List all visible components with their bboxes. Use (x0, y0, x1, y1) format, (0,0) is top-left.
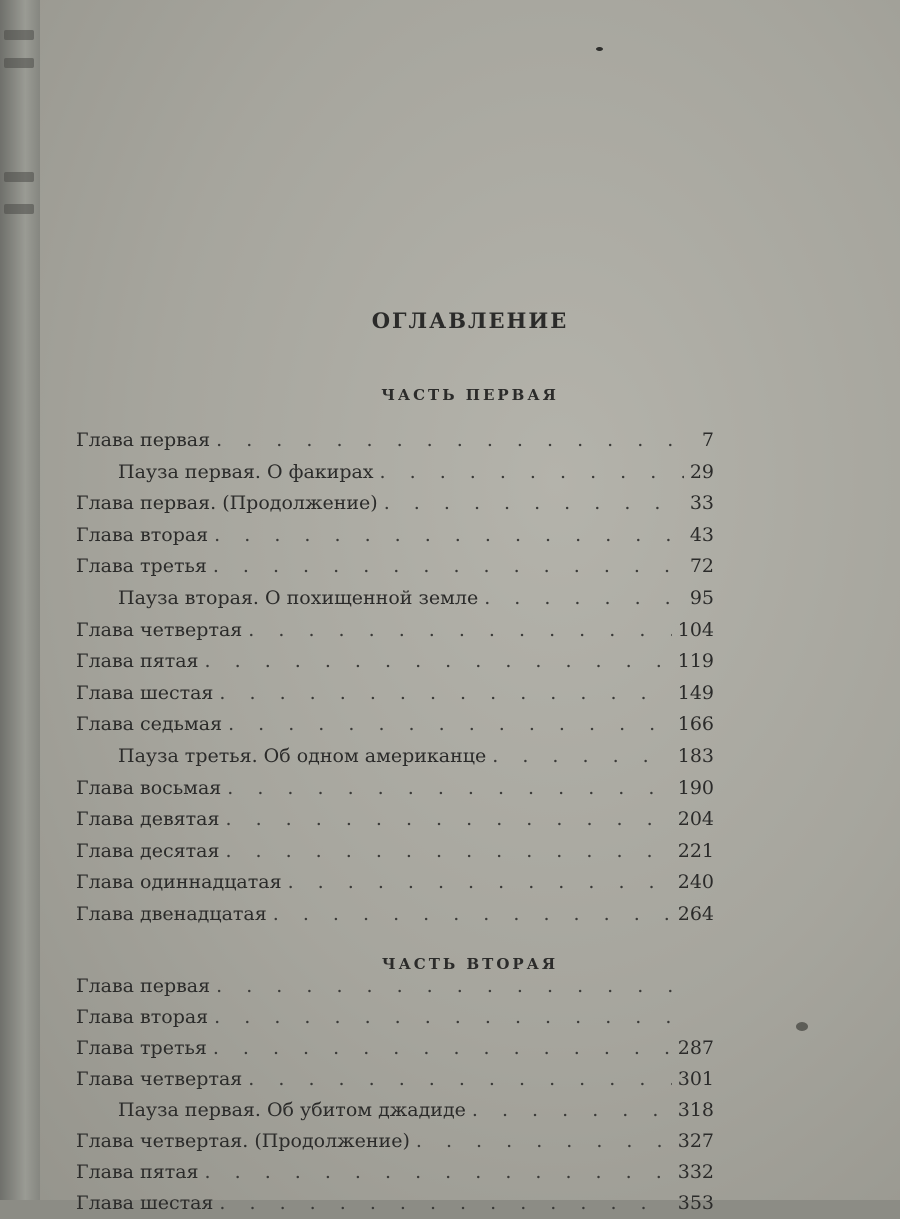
toc-entry (76, 1187, 714, 1219)
toc-entry-label: Пауза вторая. О похищенной земле (118, 587, 479, 609)
toc-entry (76, 708, 714, 740)
toc-entry-page: 318 (677, 1099, 714, 1121)
toc-leader-dots (492, 740, 671, 772)
toc-entry-label: Глава первая (76, 975, 211, 997)
toc-entry-label: Глава десятая (76, 839, 220, 862)
toc-leader-dots (213, 550, 684, 582)
toc-leader-dots (219, 677, 671, 709)
toc-entry (76, 550, 714, 582)
toc-leader-dots (484, 582, 684, 614)
toc-entry (76, 835, 714, 867)
toc-entry (76, 1094, 714, 1126)
toc-entry-page: 353 (677, 1192, 714, 1214)
spine-print-mark (4, 58, 34, 68)
toc-entry-page: 190 (677, 776, 714, 799)
toc-entry-page: 332 (677, 1161, 714, 1183)
toc-entry (76, 677, 714, 709)
toc-leader-dots (216, 970, 684, 1002)
toc-entry (76, 1125, 714, 1157)
toc-entry (76, 487, 714, 519)
page-title: ОГЛАВЛЕНИЕ (371, 308, 569, 333)
toc-entry-label: Глава третья (76, 555, 207, 578)
toc-entry (76, 898, 714, 930)
toc-leader-dots (248, 614, 671, 646)
toc-entry-page: 95 (689, 587, 714, 609)
toc-leader-dots (213, 1032, 672, 1064)
toc-entry-label: Глава одиннадцатая (76, 871, 282, 894)
toc-entry-label: Пауза первая. О факирах (118, 460, 374, 483)
paper-speck (596, 47, 603, 51)
toc-leader-dots (219, 1187, 671, 1219)
toc-entry-page: 287 (677, 1037, 714, 1059)
toc-leader-dots (216, 424, 684, 456)
toc-entry-label: Глава первая. (Продолжение) (76, 492, 378, 515)
toc-leader-dots (273, 898, 672, 930)
toc-entry-label: Глава шестая (76, 681, 214, 704)
toc-leader-dots (228, 708, 672, 740)
toc-entry-page: 301 (677, 1068, 714, 1090)
toc-entry-label: Глава третья (76, 1037, 207, 1059)
spine-print-mark (4, 172, 34, 182)
toc-entry-page: 204 (677, 808, 714, 831)
toc-leader-dots (288, 866, 672, 898)
part-one-heading: ЧАСТЬ ПЕРВАЯ (381, 386, 559, 404)
toc-entry-page: 149 (677, 681, 714, 704)
toc-entry (76, 1001, 714, 1033)
toc-entry (76, 866, 714, 898)
paper-stain (796, 1022, 808, 1031)
toc-entry-page: 240 (677, 871, 714, 894)
toc-entry (76, 772, 714, 804)
toc-entry-label: Глава четвертая (76, 1068, 243, 1090)
toc-entry (76, 424, 714, 456)
toc-entry-label: Глава вторая (76, 1006, 209, 1028)
toc-leader-dots (248, 1063, 671, 1095)
toc-entry-page: 166 (677, 713, 714, 736)
toc-entry-page: 104 (677, 618, 714, 641)
toc-entry-page: 327 (677, 1130, 714, 1152)
toc-entry-page: 43 (689, 523, 714, 546)
toc-entry-label: Глава первая (76, 429, 211, 451)
toc-leader-dots (205, 645, 672, 677)
toc-entry (76, 1156, 714, 1188)
toc-entry-label: Глава вторая (76, 523, 209, 546)
toc-entry-label: Глава шестая (76, 1192, 214, 1214)
toc-entry (76, 582, 714, 614)
toc-leader-dots (416, 1125, 672, 1157)
toc-entry-page: 7 (701, 429, 714, 451)
toc-entry (76, 740, 714, 772)
toc-entry-page: 29 (689, 460, 714, 483)
book-page (40, 0, 900, 1214)
toc-entry-page: 221 (677, 839, 714, 862)
toc-entry (76, 1063, 714, 1095)
toc-entry (76, 1032, 714, 1064)
spine-print-mark (4, 204, 34, 214)
toc-entry-label: Глава восьмая (76, 776, 222, 799)
toc-entry (76, 519, 714, 551)
toc-entry-label: Глава девятая (76, 808, 220, 831)
toc-leader-dots (227, 772, 671, 804)
toc-leader-dots (384, 487, 684, 519)
toc-entry-label: Глава седьмая (76, 713, 223, 736)
toc-entry-label: Глава пятая (76, 1161, 199, 1183)
toc-entry (76, 803, 714, 835)
toc-leader-dots (214, 519, 684, 551)
toc-entry-label: Пауза первая. Об убитом джадиде (118, 1099, 466, 1121)
spine-print-mark (4, 30, 34, 40)
toc-leader-dots (226, 803, 672, 835)
toc-entry-label: Глава четвертая. (Продолжение) (76, 1130, 410, 1152)
toc-entry-page: 119 (677, 650, 714, 673)
toc-entry-label: Глава двенадцатая (76, 903, 267, 925)
toc-entry-label: Глава пятая (76, 650, 199, 673)
toc-entry (76, 645, 714, 677)
toc-entry-page: 264 (677, 903, 714, 925)
toc-leader-dots (472, 1094, 672, 1126)
toc-leader-dots (380, 456, 684, 488)
toc-entry-label: Пауза третья. Об одном американце (118, 745, 487, 767)
toc-leader-dots (225, 835, 671, 867)
toc-entry (76, 970, 714, 1002)
toc-leader-dots (205, 1156, 672, 1188)
toc-entry (76, 614, 714, 646)
toc-entry-page: 183 (677, 745, 714, 767)
toc-leader-dots (214, 1001, 684, 1033)
toc-entry (76, 456, 714, 488)
toc-entry-label: Глава четвертая (76, 618, 243, 641)
toc-entry-page: 33 (689, 492, 714, 515)
part-two-heading: ЧАСТЬ ВТОРАЯ (381, 955, 559, 973)
toc-entry-page: 72 (689, 555, 714, 578)
